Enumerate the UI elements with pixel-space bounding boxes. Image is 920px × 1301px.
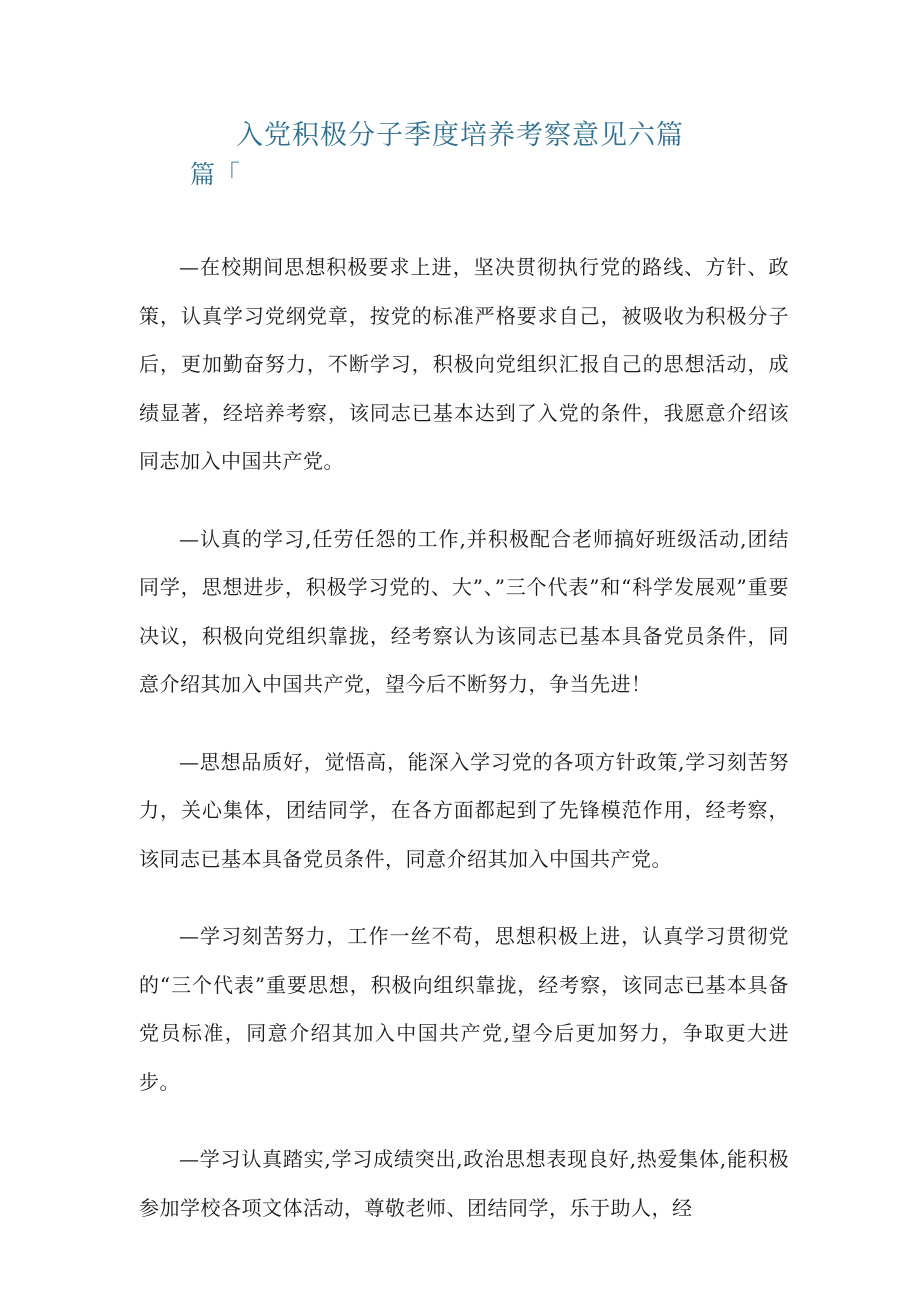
paragraph-4: —学习刻苦努力，工作一丝不苟，思想积极上进，认真学习贯彻党的“三个代表”重要思想，积极向组织靠拢，经考察，该同志已基本具备党员标准，同意介绍其加入中国共产党,望今后更加努力，争取更大进步。 (139, 924, 789, 1094)
document-title: 入党积极分子季度培养考察意见六篇 (236, 120, 684, 151)
paragraph-1: —在校期间思想积极要求上进，坚决贯彻执行党的路线、方针、政策，认真学习党纲党章，按党的标准严格要求自己，被吸收为积极分子后，更加勤奋努力，不断学习，积极向党组织汇报自己的思想活动，成绩显著，经培养考察，该同志已基本达到了入党的条件，我愿意介绍该同志加入中国共产党。 (139, 255, 789, 473)
paragraph-5: —学习认真踏实,学习成绩突出,政治思想表现良好,热爱集体,能积极参加学校各项文体活动，尊敬老师、团结同学，乐于助人，经 (139, 1147, 789, 1220)
section-heading: 篇「 (190, 160, 241, 189)
paragraph-3: —思想品质好，觉悟高，能深入学习党的各项方针政策,学习刻苦努力，关心集体，团结同学，在各方面都起到了先锋模范作用，经考察，该同志已基本具备党员条件，同意介绍其加入中国共产党。 (139, 749, 789, 871)
document-body (139, 243, 789, 1261)
paragraph-2: —认真的学习,任劳任怨的工作,并积极配合老师搞好班级活动,团结同学，思想进步，积极学习党的、大”、”三个代表”和“科学发展观”重要决议，积极向党组织靠拢，经考察认为该同志已基本具备党员条件，同意介绍其加入中国共产党，望今后不断努力，争当先进！ (139, 526, 789, 696)
